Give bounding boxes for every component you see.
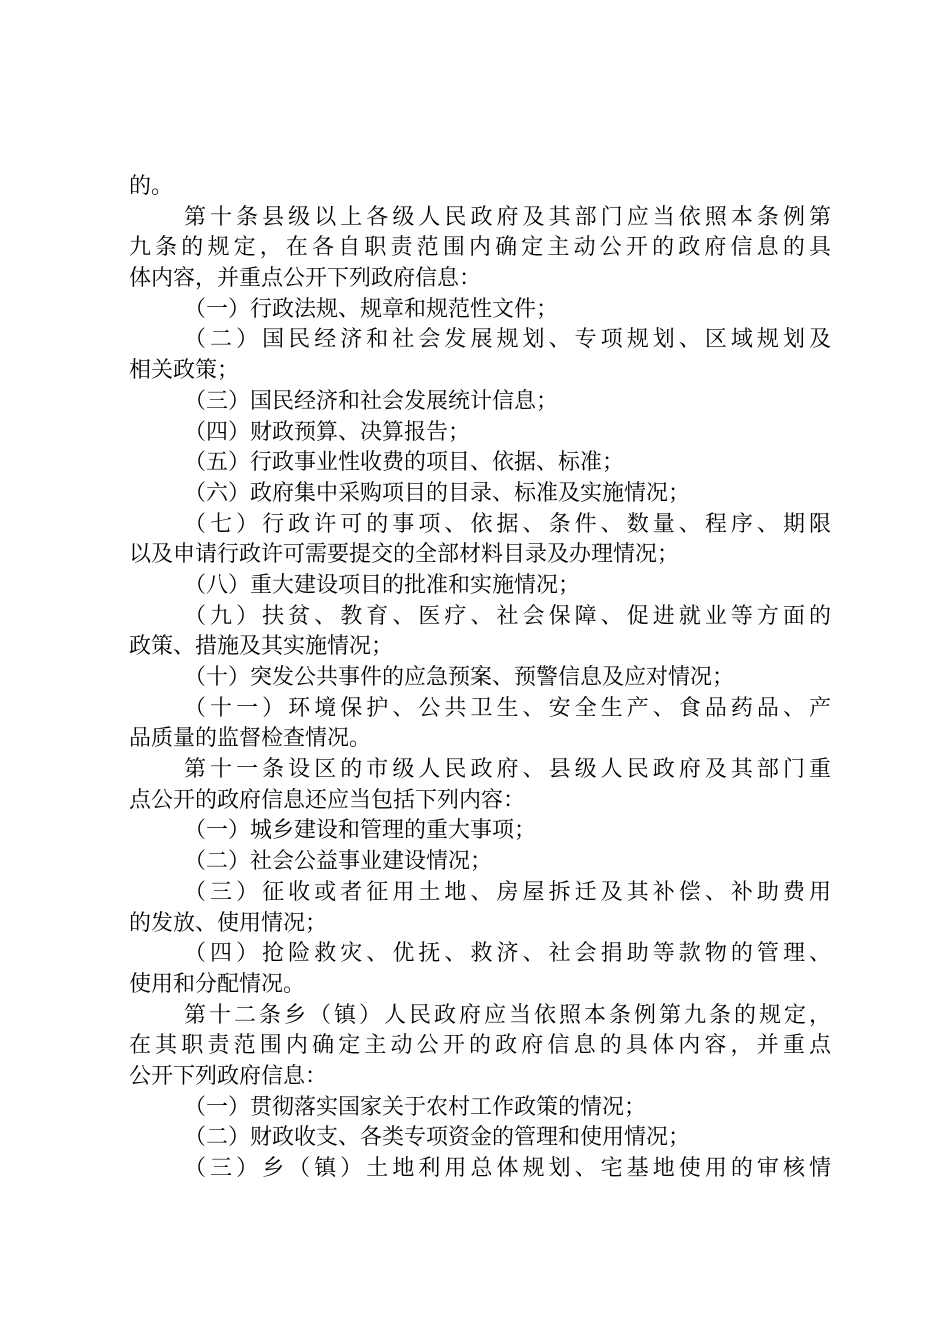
text-line: （十）突发公共事件的应急预案、预警信息及应对情况； — [184, 665, 735, 690]
text-line: 公开下列政府信息： — [129, 1063, 328, 1089]
text-line: （八）重大建设项目的批准和实施情况； — [184, 572, 581, 598]
text-line: （一）城乡建设和管理的重大事项； — [184, 818, 537, 844]
text-line: 体内容，并重点公开下列政府信息： — [129, 266, 482, 292]
text-line: 的发放、使用情况； — [129, 910, 328, 936]
text-line: （九）扶贫、教育、医疗、社会保障、促进就业等方面的 — [184, 603, 831, 629]
text-line: （一）贯彻落实国家关于农村工作政策的情况； — [184, 1094, 647, 1120]
text-line: 第十一条设区的市级人民政府、县级人民政府及其部门重 — [184, 757, 831, 783]
text-line: （三）乡（镇）土地利用总体规划、宅基地使用的审核情 — [184, 1156, 831, 1181]
text-line: 在其职责范围内确定主动公开的政府信息的具体内容，并重点 — [129, 1033, 831, 1059]
text-line: 的。 — [129, 174, 174, 199]
text-line: 点公开的政府信息还应当包括下列内容： — [129, 787, 526, 813]
text-line: （二）社会公益事业建设情况； — [184, 849, 493, 875]
text-line: 第十条县级以上各级人民政府及其部门应当依照本条例第 — [184, 204, 831, 230]
text-line: 相关政策； — [129, 358, 240, 384]
text-line: （四）财政预算、决算报告； — [184, 419, 471, 445]
text-line: （二）国民经济和社会发展规划、专项规划、区域规划及 — [184, 327, 831, 353]
text-line: （七）行政许可的事项、依据、条件、数量、程序、期限 — [184, 511, 831, 537]
text-line: （五）行政事业性收费的项目、依据、标准； — [184, 450, 625, 476]
text-line: 政策、措施及其实施情况； — [129, 634, 394, 660]
text-line: （三）国民经济和社会发展统计信息； — [184, 388, 559, 414]
document-body — [129, 172, 831, 1185]
text-line: （一）行政法规、规章和规范性文件； — [184, 296, 559, 322]
text-line: （四）抢险救灾、优抚、救济、社会捐助等款物的管理、 — [184, 941, 831, 967]
text-line: （十一）环境保护、公共卫生、安全生产、食品药品、产 — [184, 695, 831, 721]
text-line: 以及申请行政许可需要提交的全部材料目录及办理情况； — [129, 542, 680, 568]
text-line: 九条的规定，在各自职责范围内确定主动公开的政府信息的具 — [129, 235, 831, 261]
text-line: （三）征收或者征用土地、房屋拆迁及其补偿、补助费用 — [184, 879, 831, 905]
text-line: （六）政府集中采购项目的目录、标准及实施情况； — [184, 480, 691, 506]
text-line: 第十二条乡（镇）人民政府应当依照本条例第九条的规定， — [184, 1002, 831, 1028]
text-line: （二）财政收支、各类专项资金的管理和使用情况； — [184, 1125, 691, 1151]
text-line: 品质量的监督检查情况。 — [129, 726, 372, 752]
text-line: 使用和分配情况。 — [129, 971, 306, 997]
